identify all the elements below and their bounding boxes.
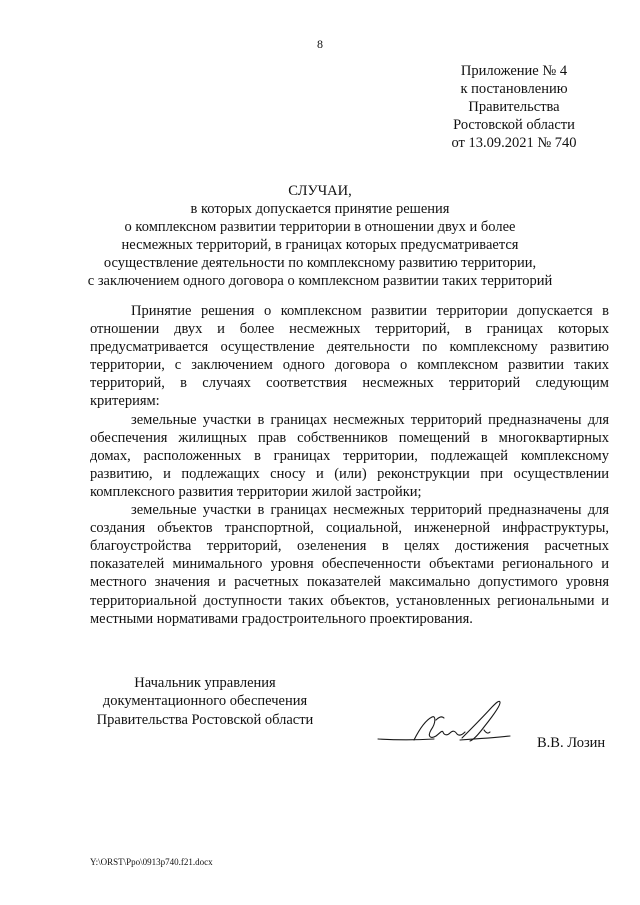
document-body — [90, 302, 609, 628]
appendix-line: Приложение № 4 — [460, 63, 568, 79]
appendix-line: к постановлению — [460, 81, 568, 97]
handwritten-signature — [376, 690, 526, 760]
appendix-line: Правительства — [468, 99, 560, 115]
criterion-paragraph: земельные участки в границах несмежных территорий предназначены для создания объектов транспортной, социальной, инженерной инфраструктуры, благоустройства территорий, озеленения в целях достижения расчетных показателей минимального уровня обеспеченности объектами регионального и местного значения и расчетных показателей максимально допустимого уровня территориальной доступности таких объектов, установленных региональными и местными нормативами градостроительного проектирования. — [90, 502, 609, 627]
heading-line: в которых допускается принятие решения — [190, 201, 450, 217]
heading-line: о комплексном развитии территории в отношении двух и более — [124, 219, 516, 235]
heading-title: СЛУЧАИ, — [288, 183, 352, 199]
appendix-line: Ростовской области — [453, 117, 575, 133]
page-number: 8 — [317, 37, 323, 51]
appendix-line: от 13.09.2021 № 740 — [451, 135, 577, 151]
signer-title — [89, 674, 321, 729]
criterion-paragraph: земельные участки в границах несмежных территорий предназначены для обеспечения жилищных прав собственников помещений в многоквартирных домах, расположенных в границах территории, подлежащей комплексному развитию, и подлежащих сносу и (или) реконструкции при осуществлении комплексного развития территории жилой застройки; — [90, 411, 609, 500]
appendix-header — [446, 62, 582, 152]
intro-paragraph: Принятие решения о комплексном развитии территории допускается в отношении двух и более несмежных территорий, в границах которых предусматривается осуществление деятельности по комплексному развитию территории, с заключением одного договора о комплексном развитии таких территорий, в случаях соответствия несмежных территорий следующим критериям: — [90, 303, 609, 410]
signer-title-line: Начальник управления — [134, 675, 276, 691]
file-path: Y:\ORST\Ppo\0913p740.f21.docx — [90, 857, 213, 867]
signer-name: В.В. Лозин — [537, 735, 606, 751]
signer-title-line: документационного обеспечения — [102, 693, 308, 710]
heading-line: с заключением одного договора о комплексном развитии таких территорий — [87, 273, 553, 289]
signer-title-line: Правительства Ростовской области — [96, 711, 314, 728]
heading-line: несмежных территорий, в границах которых предусматривается — [121, 237, 519, 253]
document-heading — [80, 182, 560, 290]
heading-line: осуществление деятельности по комплексному развитию территории, — [103, 255, 537, 271]
